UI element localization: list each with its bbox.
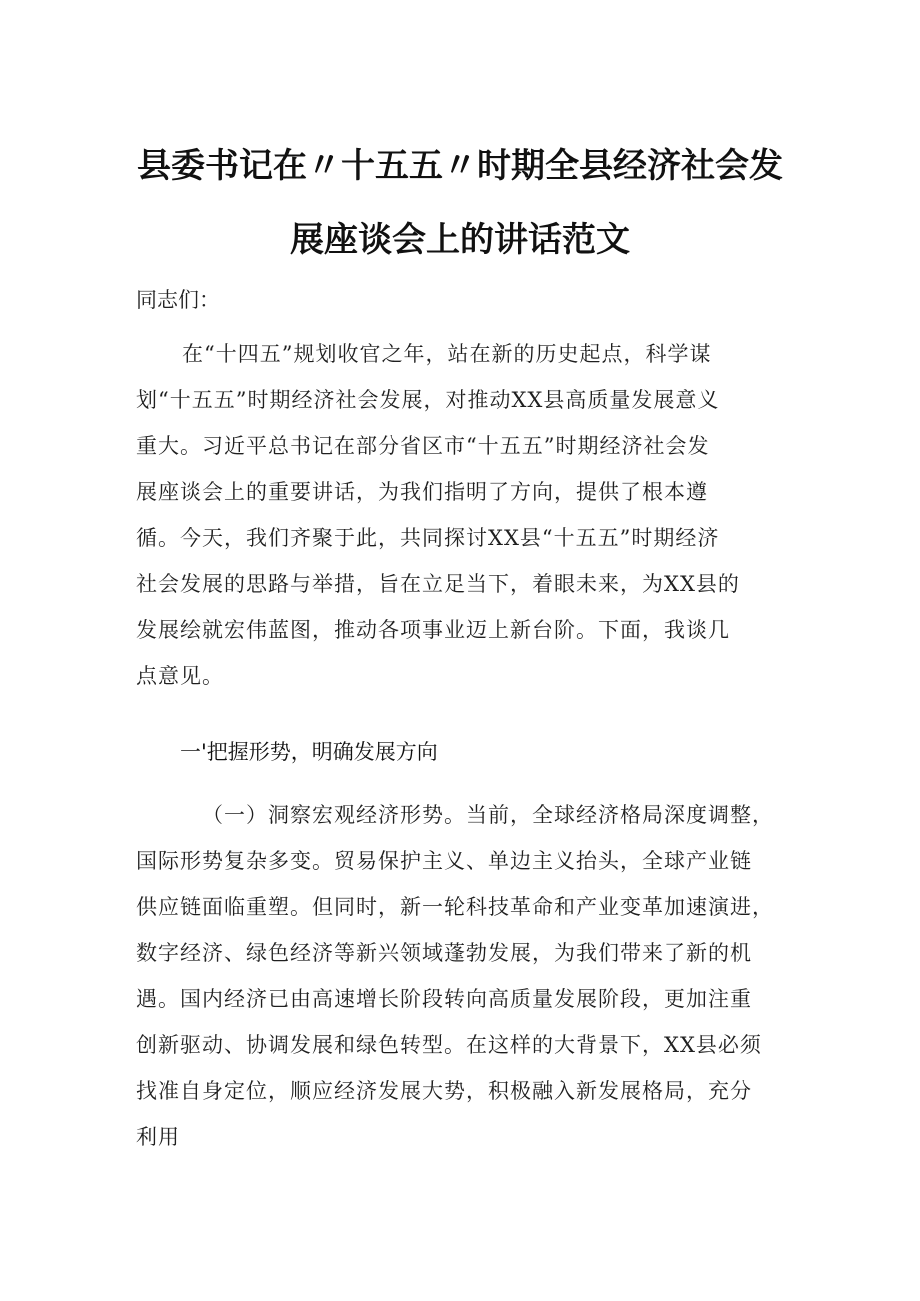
- paragraph-line: 重大。习近平总书记在部分省区市“十五五”时期经济社会发: [136, 434, 710, 458]
- paragraph-line: 发展绘就宏伟蓝图，推动各项事业迈上新台阶。下面，我谈几: [136, 618, 730, 642]
- paragraph-line: 划“十五五”时期经济社会发展，对推动XX县高质量发展意义: [136, 388, 720, 412]
- paragraph-line: （一）洞察宏观经济形势。当前，全球经济格局深度调整，: [202, 803, 774, 827]
- paragraph-line: 找准自身定位，顺应经济发展大势，积极融入新发展格局，充分: [136, 1079, 752, 1103]
- paragraph-line: 在“十四五”规划收官之年，站在新的历史起点，科学谋: [182, 342, 712, 366]
- intro-paragraph: [136, 331, 786, 699]
- paragraph-line: 供应链面临重塑。但同时，新一轮科技革命和产业变革加速演进，: [136, 895, 774, 919]
- paragraph-line: 点意见。: [136, 664, 224, 688]
- document-title-line-2: 展座谈会上的讲话范文: [290, 220, 630, 260]
- salutation: 同志们：: [136, 288, 220, 312]
- paragraph-line: 循。今天，我们齐聚于此，共同探讨XX县“十五五”时期经济: [136, 526, 720, 550]
- section-paragraph: [136, 792, 786, 1160]
- section-heading: 一'把握形势，明确发展方向: [180, 740, 438, 764]
- document-title-line-1: 县委书记在〃十五五〃时期全县经济社会发: [137, 146, 783, 186]
- paragraph-line: 遇。国内经济已由高速增长阶段转向高质量发展阶段，更加注重: [136, 987, 752, 1011]
- paragraph-line: 创新驱动、协调发展和绿色转型。在这样的大背景下，XX县必须: [136, 1033, 762, 1057]
- paragraph-line: 利用: [136, 1125, 180, 1149]
- paragraph-line: 社会发展的思路与举措，旨在立足当下，着眼未来，为XX县的: [136, 572, 740, 596]
- paragraph-line: 数字经济、绿色经济等新兴领域蓬勃发展，为我们带来了新的机: [136, 941, 752, 965]
- paragraph-line: 国际形势复杂多变。贸易保护主义、单边主义抬头，全球产业链: [136, 849, 752, 873]
- paragraph-line: 展座谈会上的重要讲话，为我们指明了方向，提供了根本遵: [136, 480, 708, 504]
